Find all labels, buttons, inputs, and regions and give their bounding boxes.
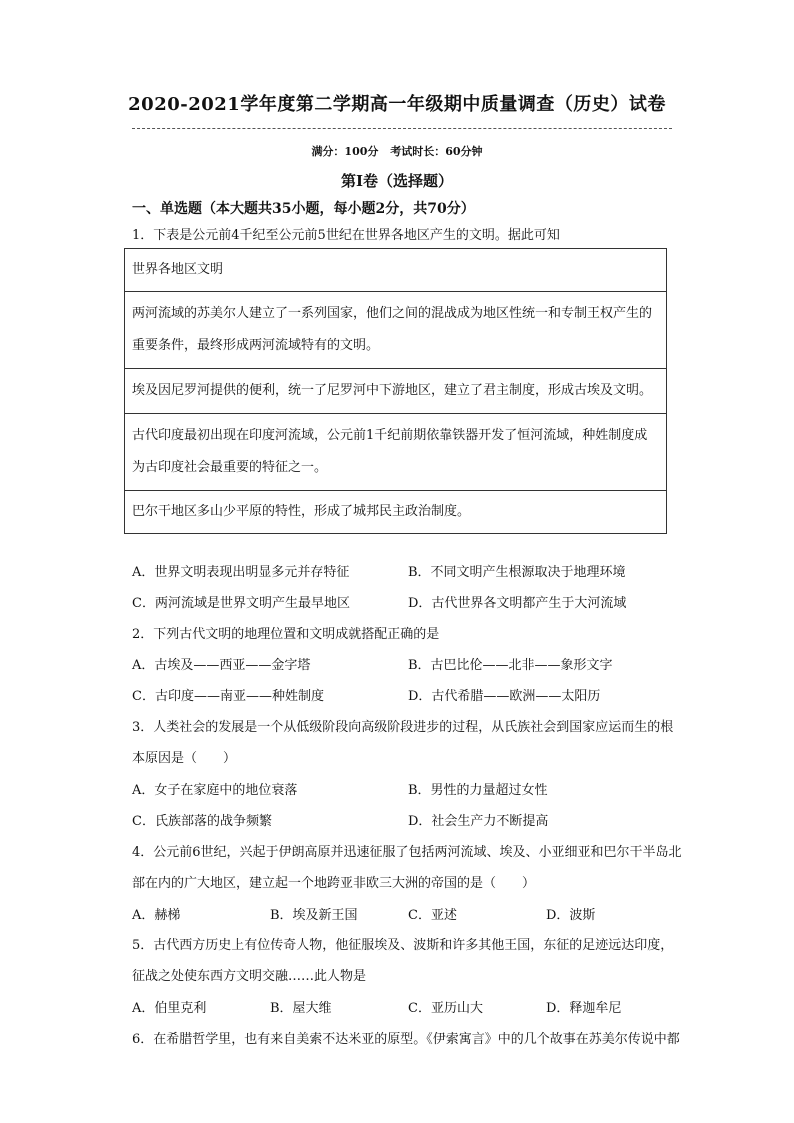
q4-stem-line-2: 部在内的广大地区，建立起一个地跨亚非欧三大洲的帝国的是（ ） (132, 876, 536, 891)
q1-option-c[interactable]: C．两河流域是世界文明产生最早地区 (132, 596, 350, 611)
table-row: 两河流域的苏美尔人建立了一系列国家，他们之间的混战成为地区性统一和专制王权产生的重要条件，最终形成两河流域特有的文明。 (125, 292, 667, 369)
q3-stem-line-2: 本原因是（ ） (132, 751, 237, 766)
table-row: 埃及因尼罗河提供的便利，统一了尼罗河中下游地区，建立了君主制度，形成古埃及文明。 (125, 369, 667, 414)
q5-stem-line-2: 征战之处使东西方文明交融……此人物是 (132, 969, 367, 984)
q1-option-b[interactable]: B．不同文明产生根源取决于地理环境 (408, 565, 626, 580)
q2-option-b[interactable]: B．古巴比伦——北非——象形文字 (408, 658, 613, 673)
q2-option-c[interactable]: C．古印度——南亚——种姓制度 (132, 689, 324, 704)
q3-option-a[interactable]: A．女子在家庭中的地位衰落 (132, 783, 298, 798)
table-row: 巴尔干地区多山少平原的特性，形成了城邦民主政治制度。 (125, 491, 667, 534)
full-score: 满分：100分 (311, 145, 379, 158)
q5-option-b[interactable]: B．屋大维 (270, 1001, 332, 1016)
q2-option-a[interactable]: A．古埃及——西亚——金字塔 (132, 658, 311, 673)
part-title: 一、单选题（本大题共35小题，每小题2分，共70分） (132, 201, 475, 217)
q1-stem: 1．下表是公元前4千纪至公元前5世纪在世界各地区产生的文明。据此可知 (132, 228, 560, 243)
q2-stem: 2．下列古代文明的地理位置和文明成就搭配正确的是 (132, 627, 440, 642)
q2-option-d[interactable]: D．古代希腊——欧洲——太阳历 (408, 689, 601, 704)
q5-option-d[interactable]: D．释迦牟尼 (546, 1001, 622, 1016)
q4-option-a[interactable]: A．赫梯 (132, 908, 181, 923)
table-header: 世界各地区文明 (125, 249, 667, 292)
table-row: 古代印度最初出现在印度河流域，公元前1千纪前期依靠铁器开发了恒河流域，种姓制度成为古印度社会最重要的特征之一。 (125, 414, 667, 491)
title-divider (132, 128, 672, 129)
q3-option-b[interactable]: B．男性的力量超过女性 (408, 783, 548, 798)
exam-title: 2020-2021学年度第二学期高一年级期中质量调查（历史）试卷 (128, 94, 666, 115)
q3-option-d[interactable]: D．社会生产力不断提高 (408, 814, 549, 829)
q4-option-c[interactable]: C．亚述 (408, 908, 457, 923)
q3-stem-line-1: 3．人类社会的发展是一个从低级阶段向高级阶段进步的过程，从氏族社会到国家应运而生的根 (132, 720, 674, 735)
q4-stem-line-1: 4．公元前6世纪，兴起于伊朗高原并迅速征服了包括两河流域、埃及、小亚细亚和巴尔干半岛北 (132, 845, 682, 860)
q5-option-c[interactable]: C．亚历山大 (408, 1001, 483, 1016)
exam-meta (0, 143, 794, 159)
civilization-table (124, 248, 667, 534)
section-title: 第I卷（选择题） (340, 172, 454, 190)
q1-option-d[interactable]: D．古代世界各文明都产生于大河流域 (408, 596, 627, 611)
q5-option-a[interactable]: A．伯里克利 (132, 1001, 207, 1016)
q1-option-a[interactable]: A．世界文明表现出明显多元并存特征 (132, 565, 350, 580)
q6-stem-line-1: 6．在希腊哲学里，也有来自美索不达米亚的原型。《伊索寓言》中的几个故事在苏美尔传说中都 (132, 1032, 680, 1047)
q5-stem-line-1: 5．古代西方历史上有位传奇人物，他征服埃及、波斯和许多其他王国，东征的足迹远达印度， (132, 938, 674, 953)
q4-option-d[interactable]: D．波斯 (546, 908, 596, 923)
q3-option-c[interactable]: C．氏族部落的战争频繁 (132, 814, 272, 829)
q4-option-b[interactable]: B．埃及新王国 (270, 908, 358, 923)
exam-duration: 考试时长：60分钟 (390, 145, 483, 158)
